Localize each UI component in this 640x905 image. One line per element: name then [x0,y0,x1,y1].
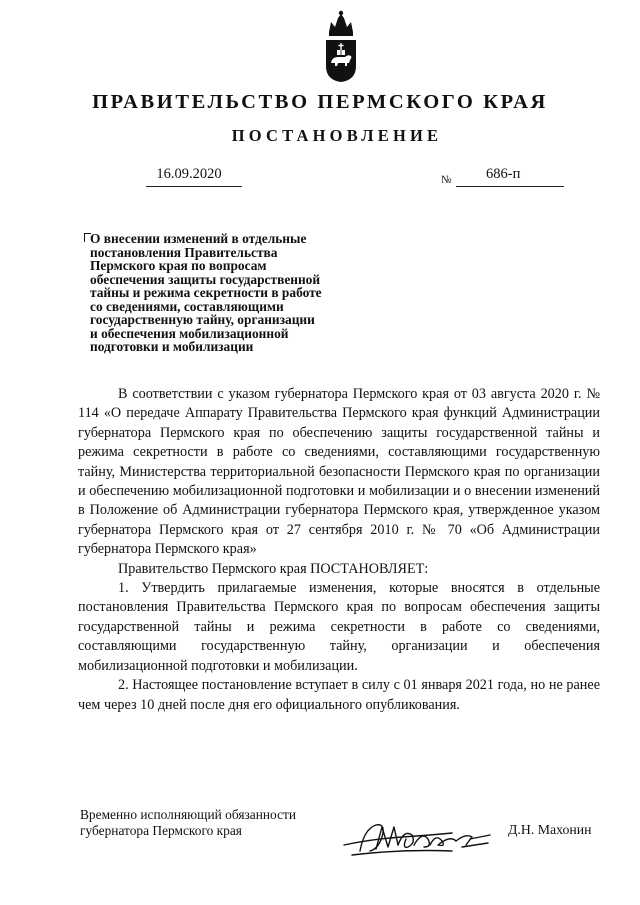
date-underline [146,186,242,187]
preamble-paragraph: В соответствии с указом губернатора Пермского края от 03 августа 2020 г. № 114 «О передаче Аппарату Правительства Пермского края функций Администрации губернатора Пермского края по обеспечению защиты государственной тайны и режима секретности в работе со сведениями, составляющими государственную тайну, Министерства территориальной безопасности Пермского края по организации и обеспечению мобилизационной подготовки и мобилизации и о внесении изменений в Положение об Администрации губернатора Пермского края, утвержденное указом губернатора Пермского края от 27 сентября 2010 г. № 70 «Об Администрации губернатора Пермского края» [78,386,600,558]
subject-line: государственную тайну, организации [90,312,315,327]
subject-line: обеспечения защиты государственной [90,271,321,287]
number-underline [456,186,564,187]
signer-position-line-1: Временно исполняющий обязанности [80,807,297,822]
subject-line: О внесении изменений в отдельные [90,231,307,246]
subject-line: подготовки и мобилизации [90,339,254,354]
perm-krai-coat-of-arms-icon [323,10,359,84]
item-2-paragraph: 2. Настоящее постановление вступает в силу с 01 января 2021 года, но не ранее чем через 10 дней после дня его официального опубликования. [78,677,600,713]
number-sign: № [441,174,452,186]
document-subject [90,232,380,354]
document-type: ПОСТАНОВЛЕНИЕ [231,126,443,145]
subject-line: Пермского края по вопросам [90,258,267,273]
decree-line: Правительство Пермского края ПОСТАНОВЛЯЕТ: [118,560,429,577]
subject-line: и обеспечения мобилизационной [90,325,289,341]
signer-position-line-2: губернатора Пермского края [80,822,242,838]
document-number: 686-п [486,166,521,182]
signer-position [80,807,350,838]
signer-name: Д.Н. Махонин [508,822,592,837]
document-number-field [441,166,567,190]
subject-line: постановления Правительства [90,244,278,260]
document-body [78,385,600,715]
item-1-paragraph: 1. Утвердить прилагаемые изменения, которые вносятся в отдельные постановления Правительства Пермского края по вопросам обеспечения защиты государственной тайны и режима секретности в работе со сведениями, составляющими государственную тайну, организации и обеспечения мобилизационной подготовки и мобилизации. [78,580,600,674]
subject-line: тайны и режима секретности в работе [90,285,322,300]
document-date-field [146,166,242,187]
subject-line: со сведениями, составляющими [90,298,284,314]
government-name: ПРАВИТЕЛЬСТВО ПЕРМСКОГО КРАЯ [92,91,548,113]
handwritten-signature-icon [342,815,494,863]
document-date: 16.09.2020 [156,166,222,182]
